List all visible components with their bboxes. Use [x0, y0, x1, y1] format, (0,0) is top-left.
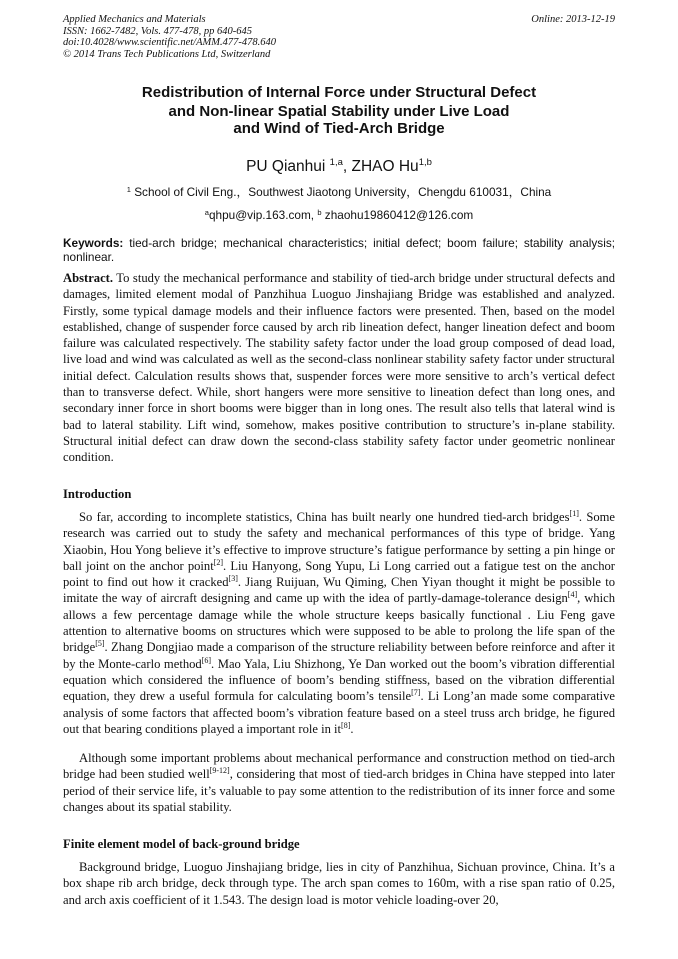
- citation-1: [1]: [569, 509, 579, 518]
- author-emails: [63, 206, 615, 222]
- p1-text-3: . Liu Hanyong, Song Yupu, Li Long carried out a fatigue test on the anchor point to find out how it cracked: [63, 558, 615, 590]
- abstract-label: Abstract.: [63, 271, 114, 285]
- online-date: Online: 2013-12-19: [531, 14, 615, 25]
- doi-line: doi:10.4028/www.scientific.net/AMM.477-478.640: [63, 37, 276, 49]
- citation-3: [3]: [228, 574, 238, 584]
- author-2: ZHAO Hu: [351, 158, 419, 175]
- affiliation-sup: 1: [126, 185, 131, 194]
- citation-5: [5]: [95, 639, 105, 649]
- title-line-2: and Non-linear Spatial Stability under Live Load: [168, 103, 510, 120]
- p1-text-9: .: [350, 721, 354, 736]
- p1-text-1: So far, according to incomplete statistics, China has built nearly one hundred tied-arch bridges: [79, 510, 570, 524]
- citation-7: [7]: [411, 688, 421, 698]
- email-b: zhaohu19860412@126.com: [324, 208, 474, 222]
- p2-text-1: Although some important problems about mechanical performance and construction method on tied-arch bridge had been studied well: [63, 751, 615, 782]
- heading-finite-element-model: Finite element model of back-ground bridge: [63, 837, 300, 851]
- intro-paragraph-1: [63, 509, 615, 737]
- citation-9-12: [9-12]: [209, 766, 230, 776]
- author-line: [63, 153, 615, 177]
- keywords: [63, 236, 615, 264]
- p1-text-6: . Zhang Dongjiao made a comparison of the structure reliability between before reinforce and after it by the Monte-carlo method: [63, 640, 615, 671]
- journal-header: [63, 14, 615, 60]
- author-1: PU Qianhui: [246, 158, 326, 175]
- keywords-label: Keywords:: [63, 236, 124, 250]
- affiliation: [63, 183, 615, 199]
- citation-4: [4]: [567, 590, 578, 600]
- author-1-sup: 1,a: [329, 157, 343, 168]
- title-line-3: and Wind of Tied-Arch Bridge: [233, 120, 445, 137]
- p2-text-2: , considering that most of tied-arch bridges in China have stepped into later period of their service life, it’s valuable to pay some attention to the redistribution of its inner force and some changes about its spatial stability.: [63, 767, 615, 814]
- author-separator: ,: [342, 158, 352, 175]
- keywords-text: tied-arch bridge; mechanical characteristics; initial defect; boom failure; stability analysis; nonlinear.: [63, 236, 615, 265]
- email-b-sup: b: [317, 208, 322, 217]
- paper-title: [63, 81, 615, 140]
- issn-line: ISSN: 1662-7482, Vols. 477-478, pp 640-645: [63, 25, 252, 37]
- citation-2: [2]: [213, 557, 224, 567]
- email-a-sup: a: [204, 208, 209, 217]
- intro-paragraph-2: [63, 750, 615, 815]
- p1-text-2: . Some research was carried out to study the safety and mechanical performances of this type of bridge. Yang Xiaobin, Hou Yong believe it’s effective to improve structure’s fatigue performance by setting a pin hinge or ball joint on the anchor point: [63, 510, 616, 573]
- p1-text-7: . Mao Yala, Liu Shizhong, Ye Dan worked out the boom’s vibration differential equation which considered the influence of boom’s bending stiffness, based on the vibration differential equation, they drew a useful formula for calculating boom’s tensile: [63, 656, 615, 704]
- p1-text-8: . Li Long’an made some comparative analysis of some factors that affected boom’s vibration feature based on a steel truss arch bridge, he figured out that bearing conditions played a important role in it: [63, 689, 615, 736]
- journal-name: Applied Mechanics and Materials: [63, 14, 206, 25]
- copyright-line: © 2014 Trans Tech Publications Ltd, Switzerland: [63, 48, 271, 60]
- fem-paragraph-1: Background bridge, Luoguo Jinshajiang bridge, lies in city of Panzhihua, Sichuan province, China. It’s a box shape rib arch bridge, deck through type. The arch span comes to 160m, with a rise span ratio of 0.25, and arch axis coefficient of it 1.543. The design load is motor vehicle loading-over 20,: [63, 860, 615, 907]
- p1-text-5: , which allows a few percentage damage while the whole structure keeps basically functional . Liu Feng gave attention to alternative booms on structures which were supposed to be able to prolong the life span of the bridge: [63, 591, 615, 655]
- abstract-text: To study the mechanical performance and stability of tied-arch bridge under structural defects and damages, limited element modal of Panzhihua Luoguo Jinshajiang Bridge was established and analyzed. Firstly, some typical damage models and their influence factors were presented. Then, based on the model established, change of suspender force caused by arch rib lineation defect, hanger lineation defect and boom failure was calculated respectively. The stability safety factor under the load group composed of dead load, live load and wind was calculated as well as the second-class nonlinear stability safety factor under structural initial defect. Calculation results shows that, suspender forces were more sensitive to arch’s vertical defect than to transverse defect. While, short hangers were more sensitive to lineation defect than long ones, and secondary inner force in short booms were bigger than in long ones. The result also tells that lateral wind is bad to lateral stability. Lift wind, somehow, makes positive contribution to structure’s in-plane stability. Structural initial defect can draw down the second-class stability safety factor under geometric nonlinear condition.: [63, 271, 615, 465]
- citation-8: [8]: [341, 720, 351, 730]
- abstract: [63, 270, 615, 466]
- affiliation-text: School of Civil Eng.，Southwest Jiaotong University，Chengdu 610031，China: [134, 185, 552, 199]
- email-a: qhpu@vip.163.com,: [208, 208, 318, 222]
- p1-text-4: . Jiang Ruijuan, Wu Qiming, Chen Yiyan thought it might be possible to imitate the way of aircraft designing and came up with the idea of partly-damage-tolerance design: [63, 575, 615, 606]
- author-2-sup: 1,b: [418, 157, 432, 168]
- title-line-1: Redistribution of Internal Force under Structural Defect: [141, 84, 537, 101]
- citation-6: [6]: [201, 655, 212, 665]
- heading-introduction: Introduction: [63, 487, 132, 501]
